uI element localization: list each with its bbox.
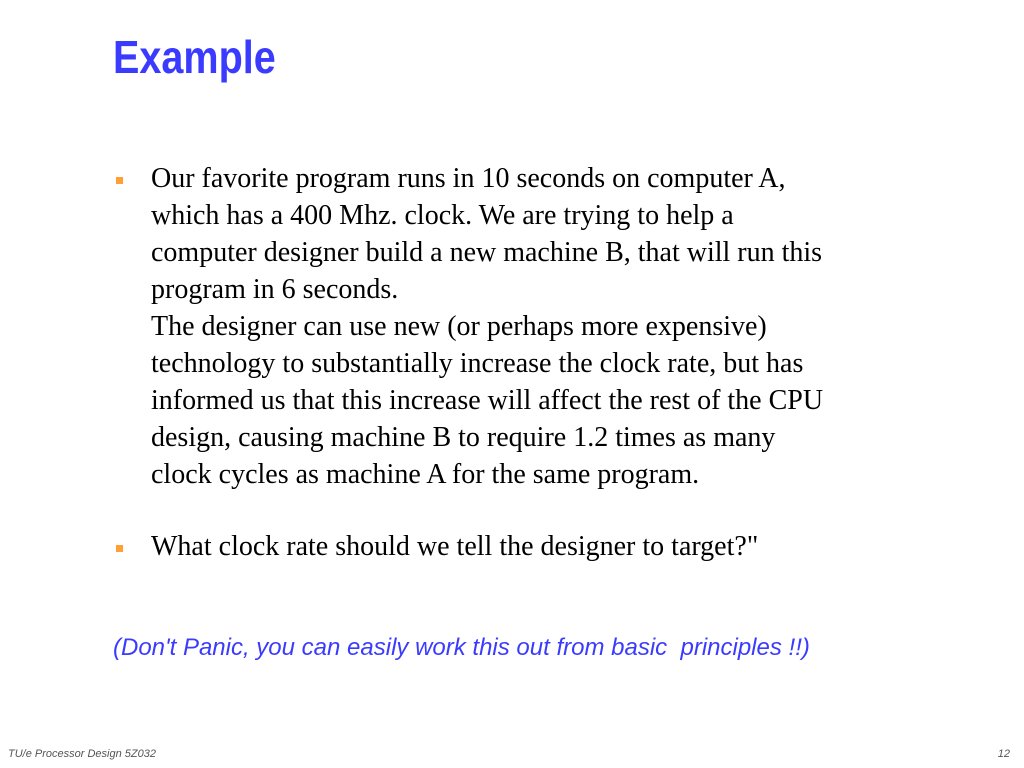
bullet-item [113,528,993,565]
bullet-text: What clock rate should we tell the designer to target?" [151,531,759,562]
slide-title: Example [113,31,276,83]
bullet-continuation-paragraph: The designer can use new (or perhaps more expensive) technology to substantially increase the clock rate, but has informed us that this increase will affect the rest of the CPU design, causing machine B to require 1.2 times as many clock cycles as machine A for the same program. [151,311,824,490]
italic-note: (Don't Panic, you can easily work this out from basic principles !!) [113,634,810,661]
square-bullet-icon [116,545,123,552]
bullet-item [113,160,993,308]
slide-body [113,160,993,565]
footer-page-number: 12 [997,748,1010,760]
square-bullet-icon [116,177,123,184]
footer-course-label: TU/e Processor Design 5Z032 [8,748,156,760]
bullet-text: Our favorite program runs in 10 seconds on computer A, which has a 400 Mhz. clock. We are trying to help a computer designer build a new machine B, that will run this program in 6 seconds. [151,163,823,305]
paragraph-spacer [113,493,993,528]
